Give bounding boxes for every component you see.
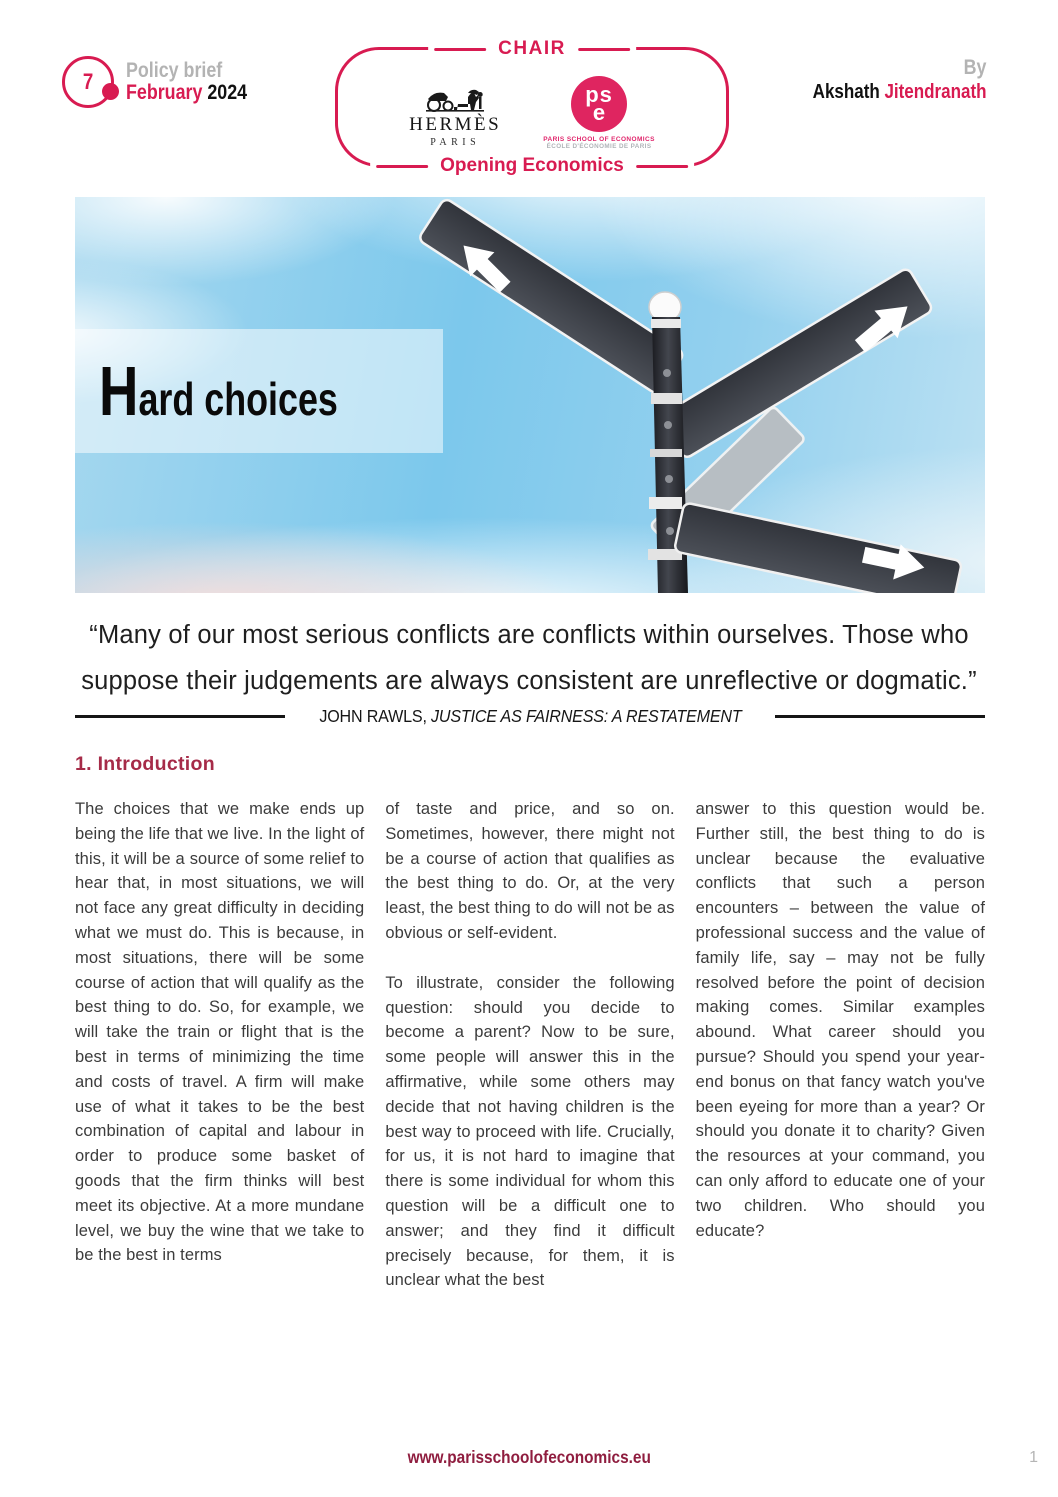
chair-title-row [428, 38, 636, 60]
brief-number: 7 [82, 69, 94, 94]
dash-left-icon [376, 165, 428, 168]
dash-right-icon [636, 165, 688, 168]
dash-left-icon [434, 48, 486, 51]
chair-title: CHAIR [498, 38, 566, 59]
brief-title-block [126, 60, 268, 104]
paragraph: of taste and price, and so on. Sometimes, however, there might not be a course of action that qualifies as the best thing to do. Or, at the very least, the best thing to do will not be as obvious or self-evident. [385, 800, 675, 942]
brief-year: 2024 [207, 81, 248, 104]
hero-title-box [75, 329, 443, 453]
quote-work-title: JUSTICE AS FAIRNESS: A RESTATEMENT [430, 706, 742, 726]
pull-quote: “Many of our most serious conflicts are conflicts within ourselves. Those who suppose their judgements are always consistent are unreflective or dogmatic.” [81, 621, 977, 695]
author-first-name: Akshath [812, 81, 880, 104]
pse-name-fr: ÉCOLE D'ÉCONOMIE DE PARIS [546, 143, 652, 151]
paragraph: answer to this question would be. Further still, the best thing to do is unclear because the evaluative conflicts that such a person encounters – between the value of professional success and the value of family life, say – may not be fully resolved before the point of decision making comes. Similar examples abound. What career should you pursue? Should you spend your year-end bonus on that fancy watch you've been eyeing for more than a year? Or should you donate it to charity? Given the resources at your command, you can only afford to educate one of your two children. Who should you educate? [695, 800, 985, 1240]
article-column-1 [75, 797, 364, 1318]
sign-up-left [418, 197, 685, 395]
sign-right [674, 502, 962, 593]
byline-by: By [963, 56, 986, 79]
article-column-2 [385, 797, 674, 1318]
dash-right-icon [578, 48, 630, 51]
quote-author [319, 706, 741, 727]
quote-author-name: JOHN RAWLS, [318, 706, 427, 726]
hermes-carriage-icon [424, 79, 486, 113]
chair-subtitle-row [370, 155, 694, 177]
chair-banner [335, 38, 729, 176]
byline-author [812, 81, 986, 103]
pse-logo [543, 76, 655, 151]
quote-attribution [75, 706, 985, 727]
page-title: Hard choices [99, 352, 338, 430]
hermes-logo [409, 79, 501, 148]
policy-brief-badge [62, 56, 268, 108]
page-number: 1 [1029, 1449, 1038, 1466]
rule-left [75, 715, 285, 718]
pse-mono-top: ps [585, 82, 613, 107]
paragraph: The choices that we make ends up being the life that we live. In the light of this, it will be a source of some relief to hear that, in most situations, we will not face any great difficulty in deciding what we must do. This is because, in most situations, there will be some course of action that will qualify as the best thing to do. So, for example, we will take the train or flight that is the best in terms of minimizing the time and costs of travel. A firm will make use of what it takes to be the best combination of capital and labour in order to produce some basket of goods that the firm thinks will best meet its objective. At a more mundane level, we buy the wine that we take to be the best in terms [75, 800, 365, 1265]
footer [0, 1447, 1058, 1468]
article-columns [75, 797, 985, 1318]
badge-dot-icon [102, 83, 119, 100]
pse-mono-bottom: e [592, 99, 606, 125]
brief-month: February [126, 81, 203, 104]
footer-url-link[interactable]: www.parisschoolofeconomics.eu [407, 1447, 651, 1467]
author-last-name: Jitendranath [883, 81, 986, 104]
byline [782, 56, 987, 103]
chair-logos [338, 50, 726, 170]
article-column-3 [696, 797, 985, 1318]
hermes-city: PARIS [430, 136, 481, 148]
pse-name-en: PARIS SCHOOL OF ECONOMICS [543, 135, 655, 143]
chair-subtitle: Opening Economics [440, 155, 624, 176]
section-heading: 1. Introduction [75, 753, 215, 775]
paragraph: To illustrate, consider the following question: should you decide to become a parent? Now to be sure, some people will answer this in the affirmative, while some others may decide that not having children is the best way to proceed with life. Crucially, for us, it is not hard to imagine that there is some individual for whom this question will be a difficult one to answer; and they find it difficult precisely because, for them, it is unclear what the best [385, 973, 675, 1290]
rule-right [775, 715, 985, 718]
brief-number-badge [62, 56, 114, 108]
pse-monogram [571, 76, 627, 132]
brief-date [126, 82, 247, 104]
hermes-name: HERMÈS [409, 113, 502, 135]
hero-image [75, 197, 985, 593]
brief-label: Policy brief [126, 58, 223, 82]
